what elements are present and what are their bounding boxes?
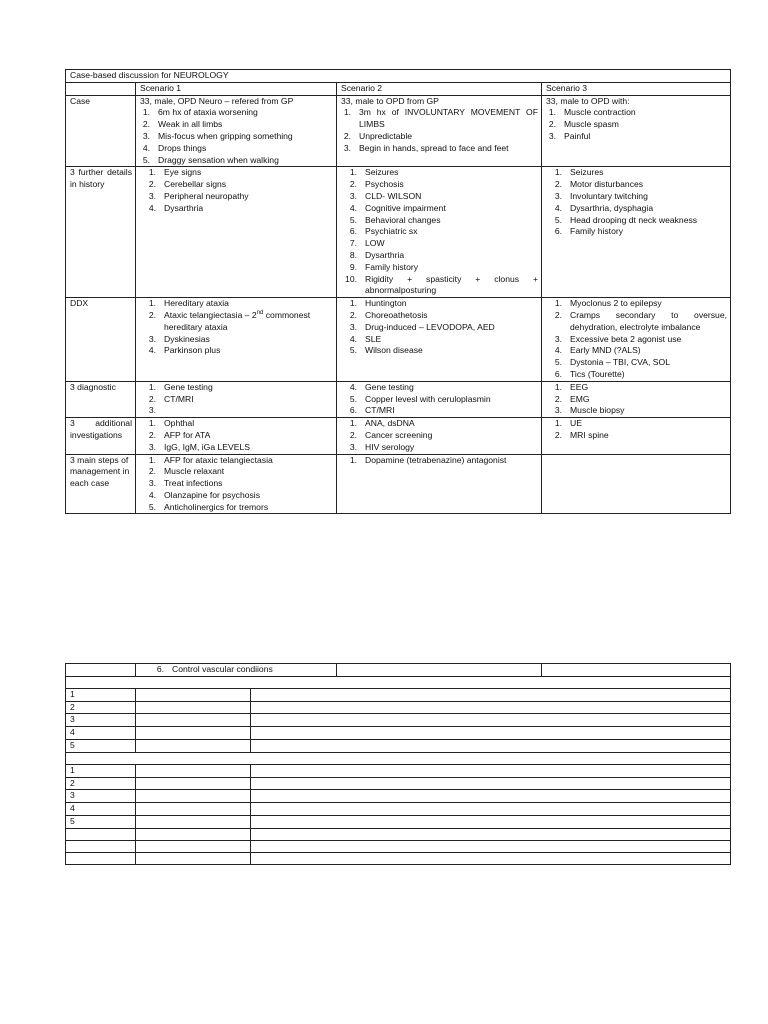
- item-text: Weak in all limbs: [158, 119, 223, 130]
- list-item: [341, 418, 538, 430]
- numbered-list: [546, 107, 727, 142]
- item-text: Anticholinergics for tremors: [164, 501, 269, 512]
- list-item: [341, 298, 538, 310]
- item-number: 2.: [148, 393, 156, 404]
- item-number: 6.: [554, 368, 562, 379]
- item-text: Hereditary ataxia: [164, 298, 229, 309]
- item-number: 1.: [349, 167, 357, 178]
- item-text: Mis-focus when gripping something: [158, 130, 293, 141]
- table-title-row: [66, 70, 731, 83]
- item-number: 2.: [343, 130, 351, 141]
- list-item: [546, 418, 727, 430]
- list-item: [546, 191, 727, 203]
- list-item: [341, 167, 538, 179]
- item-number: 3.: [148, 478, 156, 489]
- item-text: Copper levesl with ceruloplasmin: [365, 393, 491, 404]
- item-text: Early MND (?ALS): [570, 345, 641, 356]
- row-number: 2: [66, 777, 136, 790]
- item-text: Motor disturbances: [570, 179, 644, 190]
- item-text: Dysarthria: [164, 202, 204, 213]
- blank-row: [66, 852, 731, 864]
- item-number: 4.: [148, 345, 156, 356]
- list-item: [341, 262, 538, 274]
- item-number: 2.: [548, 119, 556, 130]
- row-label: 3 diagnostic: [66, 381, 136, 417]
- item-number: 5.: [554, 214, 562, 225]
- list-item: [341, 430, 538, 442]
- item-number: 5.: [142, 154, 150, 165]
- list-item: [140, 442, 333, 454]
- list-item: [140, 131, 333, 143]
- scenario-1-cell: [136, 167, 337, 298]
- item-text: Wilson disease: [365, 345, 423, 356]
- row-label: 3 further details in history: [66, 167, 136, 298]
- header-scenario-3: Scenario 3: [542, 82, 731, 95]
- item-text: CLD- WILSON: [365, 190, 422, 201]
- item-text: Drug-induced – LEVODOPA, AED: [365, 321, 495, 332]
- item-number: 6.: [349, 405, 357, 416]
- item-text: UE: [570, 418, 582, 429]
- item-text: Tics (Tourette): [570, 368, 625, 379]
- numbered-list: [341, 382, 538, 417]
- table-row: [66, 803, 731, 816]
- item-number: 3.: [343, 142, 351, 153]
- item-number: 3.: [148, 441, 156, 452]
- header-scenario-2: Scenario 2: [337, 82, 542, 95]
- list-item: [546, 119, 727, 131]
- item-text: Choreoathetosis: [365, 309, 428, 320]
- item-text: Peripheral neuropathy: [164, 190, 249, 201]
- list-item: [140, 455, 333, 467]
- list-item: [140, 418, 333, 430]
- item-number: 1.: [554, 298, 562, 309]
- list-item: [341, 274, 538, 298]
- list-item: [341, 322, 538, 334]
- item-number: 1.: [349, 454, 357, 465]
- scenario-3-cell: [542, 418, 731, 454]
- list-item: [140, 490, 333, 502]
- item-text: [164, 405, 333, 417]
- item-number: 3.: [349, 190, 357, 201]
- item-number: 4.: [148, 202, 156, 213]
- item-number: 1.: [554, 418, 562, 429]
- list-item: [546, 382, 727, 394]
- item-number: 3.: [148, 405, 156, 416]
- item-text: HIV serology: [365, 441, 415, 452]
- list-item: [341, 191, 538, 203]
- item-number: 3.: [554, 333, 562, 344]
- table-row: [66, 714, 731, 727]
- blank-row: [66, 840, 731, 852]
- item-number: 1.: [148, 454, 156, 465]
- item-text: Dysarthria: [365, 249, 405, 260]
- item-text: Huntington: [365, 298, 407, 309]
- case-intro: 33, male, OPD Neuro – refered from GP: [140, 95, 294, 106]
- row-number: 4: [66, 803, 136, 816]
- item-number: 2.: [148, 429, 156, 440]
- list-item: [546, 131, 727, 143]
- list-item: [341, 226, 538, 238]
- continuation-cell: [136, 664, 337, 677]
- table-row: [66, 790, 731, 803]
- item-text: Seizures: [365, 167, 399, 178]
- item-number: 1.: [142, 107, 150, 118]
- item-number: 2.: [554, 309, 562, 320]
- list-item: [341, 250, 538, 262]
- item-number: 2.: [148, 466, 156, 477]
- table-row-additional-investigations: [66, 418, 731, 454]
- item-text: Cramps secondary to oversue, dehydration, electrolyte imbalance: [570, 309, 728, 332]
- list-item: [341, 107, 538, 131]
- list-item: [140, 502, 333, 514]
- item-number: 1.: [148, 381, 156, 392]
- item-text: Control vascular condiions: [172, 664, 273, 674]
- table-body: [66, 95, 731, 514]
- scenario-2-cell: [337, 381, 542, 417]
- list-item: [546, 107, 727, 119]
- scenario-3-cell: [542, 95, 731, 167]
- list-item: [140, 405, 333, 417]
- item-text: SLE: [365, 333, 382, 344]
- item-number: 3.: [349, 321, 357, 332]
- numbered-list: [140, 418, 333, 453]
- list-item: [140, 345, 333, 357]
- list-item: [546, 310, 727, 334]
- item-text: Cognitive impairment: [365, 202, 446, 213]
- item-number: 2.: [148, 309, 156, 320]
- row-number: 5: [66, 739, 136, 752]
- item-text: CT/MRI: [365, 405, 395, 416]
- item-text: LOW: [365, 238, 385, 249]
- item-number: 6.: [349, 226, 357, 237]
- row-number: 3: [66, 714, 136, 727]
- numbered-list: [546, 167, 727, 238]
- item-text: Unpredictable: [359, 130, 413, 141]
- scenario-1-cell: [136, 454, 337, 514]
- numbered-list: [140, 107, 333, 166]
- list-item: [546, 298, 727, 310]
- header-row: [66, 82, 731, 95]
- item-text: Behavioral changes: [365, 214, 441, 225]
- item-number: 5.: [349, 345, 357, 356]
- item-number: 1.: [554, 381, 562, 392]
- scenario-2-cell: [337, 454, 542, 514]
- item-text: Painful: [564, 130, 591, 141]
- table-row: [66, 777, 731, 790]
- item-text: Parkinson plus: [164, 345, 221, 356]
- list-item: [341, 143, 538, 155]
- list-item: [546, 334, 727, 346]
- item-text: Head drooping dt neck weakness: [570, 214, 698, 225]
- item-number: 4.: [349, 381, 357, 392]
- scenario-1-cell: [136, 298, 337, 382]
- item-number: 6.: [156, 664, 164, 674]
- numbered-list: [140, 382, 333, 417]
- item-number: 2.: [349, 179, 357, 190]
- item-number: 3.: [148, 190, 156, 201]
- item-text: Gene testing: [365, 381, 414, 392]
- table-row: [66, 739, 731, 752]
- scenario-3-cell: [542, 454, 731, 514]
- list-item: [341, 238, 538, 250]
- scenario-1-cell: [136, 418, 337, 454]
- numbered-list: [546, 382, 727, 417]
- item-text: Psychosis: [365, 179, 404, 190]
- item-text: Family history: [570, 226, 624, 237]
- list-item: [140, 310, 333, 334]
- row-number: 5: [66, 815, 136, 828]
- item-text: AFP for ATA: [164, 429, 211, 440]
- numbered-list: [546, 418, 727, 442]
- item-text: Gene testing: [164, 381, 213, 392]
- item-number: 1.: [343, 107, 351, 118]
- item-number: 2.: [349, 309, 357, 320]
- table-row-ddx: [66, 298, 731, 382]
- item-number: 2.: [148, 179, 156, 190]
- item-number: 1.: [554, 167, 562, 178]
- case-intro: 33, male to OPD from GP: [341, 95, 439, 106]
- item-number: 1.: [148, 298, 156, 309]
- item-number: 3.: [554, 405, 562, 416]
- item-text: Olanzapine for psychosis: [164, 489, 261, 500]
- numbered-block-2: [66, 764, 731, 828]
- item-number: 3.: [548, 130, 556, 141]
- item-number: 3.: [554, 190, 562, 201]
- item-number: 2.: [554, 179, 562, 190]
- item-text: Rigidity + spasticity + clonus + abnormalposturing: [365, 273, 538, 296]
- row-label: Case: [66, 95, 136, 167]
- scenario-2-cell: [337, 298, 542, 382]
- table-row-management: [66, 454, 731, 514]
- item-text: Ataxic telangiectasia – 2nd commonest hereditary ataxia: [164, 309, 311, 332]
- scenario-2-cell: [337, 418, 542, 454]
- item-text: Cancer screening: [365, 429, 433, 440]
- numbered-list: [140, 455, 333, 514]
- item-number: 4.: [349, 202, 357, 213]
- item-number: 2.: [349, 429, 357, 440]
- item-number: 4.: [148, 489, 156, 500]
- case-intro: 33, male to OPD with:: [546, 95, 630, 106]
- list-item: [341, 310, 538, 322]
- item-text: Draggy sensation when walking: [158, 154, 279, 165]
- list-item: [140, 119, 333, 131]
- list-item: [341, 394, 538, 406]
- row-label: DDX: [66, 298, 136, 382]
- item-number: 5.: [349, 393, 357, 404]
- list-item: [140, 430, 333, 442]
- item-text: Dyskinesias: [164, 333, 210, 344]
- numbered-list: [341, 418, 538, 453]
- list-item: [140, 191, 333, 203]
- list-item: [546, 369, 727, 381]
- item-text: ANA, dsDNA: [365, 418, 415, 429]
- item-text: Drops things: [158, 142, 207, 153]
- scenario-3-cell: [542, 167, 731, 298]
- row-number: 2: [66, 701, 136, 714]
- list-item: [546, 430, 727, 442]
- list-item: [546, 405, 727, 417]
- item-number: 10.: [345, 273, 357, 284]
- list-item: [341, 345, 538, 357]
- item-text: Muscle spasm: [564, 119, 619, 130]
- blank-row: [66, 752, 731, 764]
- list-item: [341, 382, 538, 394]
- list-item: [546, 226, 727, 238]
- item-text: Psychiatric sx: [365, 226, 418, 237]
- item-number: 5.: [148, 501, 156, 512]
- list-item: [546, 167, 727, 179]
- item-number: 4.: [554, 345, 562, 356]
- item-text: Muscle contraction: [564, 107, 636, 118]
- item-text: IgG, IgM, iGa LEVELS: [164, 441, 250, 452]
- item-text: EEG: [570, 381, 589, 392]
- item-text: Ophthal: [164, 418, 195, 429]
- table-row: [66, 727, 731, 740]
- list-item: [140, 466, 333, 478]
- item-number: 4.: [554, 202, 562, 213]
- scenario-3-cell: [542, 381, 731, 417]
- table-row-further-details: [66, 167, 731, 298]
- list-item: [341, 455, 538, 467]
- item-text: Family history: [365, 261, 419, 272]
- item-number: 4.: [349, 333, 357, 344]
- continuation-table: [65, 663, 731, 865]
- list-item: [546, 215, 727, 227]
- list-item: [341, 131, 538, 143]
- list-item: [140, 382, 333, 394]
- list-item: [341, 442, 538, 454]
- row-number: 1: [66, 688, 136, 701]
- numbered-list: [546, 298, 727, 381]
- header-blank: [66, 82, 136, 95]
- item-number: 7.: [349, 238, 357, 249]
- list-item: [140, 394, 333, 406]
- item-text: Myoclonus 2 to epilepsy: [570, 298, 662, 309]
- row-label: 3 additional investigations: [66, 418, 136, 454]
- table-row: [66, 764, 731, 777]
- list-item: [140, 203, 333, 215]
- table-row: [66, 688, 731, 701]
- item-text: Involuntary twitching: [570, 190, 648, 201]
- list-item: [140, 179, 333, 191]
- table-title: Case-based discussion for NEUROLOGY: [66, 70, 731, 83]
- item-text: Excessive beta 2 agonist use: [570, 333, 682, 344]
- list-item: [140, 334, 333, 346]
- item-number: 9.: [349, 261, 357, 272]
- list-item: [140, 107, 333, 119]
- item-text: Dystonia – TBI, CVA, SOL: [570, 357, 670, 368]
- numbered-list: [341, 455, 538, 467]
- item-text: Muscle biopsy: [570, 405, 625, 416]
- list-item: [341, 334, 538, 346]
- list-item: [140, 143, 333, 155]
- item-number: 2.: [554, 429, 562, 440]
- item-number: 5.: [554, 357, 562, 368]
- item-number: 3.: [148, 333, 156, 344]
- scenario-2-cell: [337, 95, 542, 167]
- item-number: 6.: [554, 226, 562, 237]
- item-text: Muscle relaxant: [164, 466, 225, 477]
- list-item: [546, 394, 727, 406]
- item-number: 4.: [142, 142, 150, 153]
- list-item: [341, 405, 538, 417]
- list-item: [140, 664, 333, 676]
- row-number: 4: [66, 727, 136, 740]
- list-item: [140, 478, 333, 490]
- list-item: [341, 215, 538, 227]
- numbered-list: [140, 298, 333, 357]
- scenario-3-cell: [542, 298, 731, 382]
- continuation-row: [66, 664, 731, 677]
- list-item: [341, 203, 538, 215]
- table-row: [66, 815, 731, 828]
- blank-row: [66, 676, 731, 688]
- item-text: Cerebellar signs: [164, 179, 227, 190]
- item-number: 3.: [142, 130, 150, 141]
- item-text: 3m hx of INVOLUNTARY MOVEMENT OF LIMBS: [359, 107, 538, 130]
- row-label: 3 main steps of management in each case: [66, 454, 136, 514]
- item-text: EMG: [570, 393, 590, 404]
- item-text: MRI spine: [570, 429, 609, 440]
- item-text: Seizures: [570, 167, 604, 178]
- item-text: Eye signs: [164, 167, 202, 178]
- table-row: [66, 701, 731, 714]
- list-item: [140, 167, 333, 179]
- item-text: Treat infections: [164, 478, 223, 489]
- item-number: 1.: [349, 418, 357, 429]
- scenario-1-cell: [136, 95, 337, 167]
- list-item: [140, 155, 333, 167]
- item-number: 1.: [548, 107, 556, 118]
- row-number: 1: [66, 764, 136, 777]
- item-number: 1.: [148, 418, 156, 429]
- numbered-list: [341, 298, 538, 357]
- item-number: 8.: [349, 249, 357, 260]
- item-number: 5.: [349, 214, 357, 225]
- list-item: [546, 345, 727, 357]
- numbered-block-1: [66, 688, 731, 752]
- item-text: AFP for ataxic telangiectasia: [164, 454, 273, 465]
- scenario-1-cell: [136, 381, 337, 417]
- item-text: CT/MRI: [164, 393, 194, 404]
- item-number: 3.: [349, 441, 357, 452]
- list-item: [341, 179, 538, 191]
- item-number: 1.: [148, 167, 156, 178]
- header-scenario-1: Scenario 1: [136, 82, 337, 95]
- neurology-case-table: [65, 69, 731, 514]
- numbered-list: [341, 167, 538, 297]
- numbered-list: [341, 107, 538, 154]
- blank-row: [66, 828, 731, 840]
- list-item: [546, 357, 727, 369]
- table-row-diagnostic: [66, 381, 731, 417]
- item-number: 1.: [349, 298, 357, 309]
- item-number: 2.: [142, 119, 150, 130]
- table-row-case: [66, 95, 731, 167]
- row-number: 3: [66, 790, 136, 803]
- list-item: [140, 298, 333, 310]
- item-text: 6m hx of ataxia worsening: [158, 107, 258, 118]
- item-text: Begin in hands, spread to face and feet: [359, 142, 509, 153]
- item-number: 2.: [554, 393, 562, 404]
- scenario-2-cell: [337, 167, 542, 298]
- list-item: [546, 203, 727, 215]
- numbered-list: [140, 167, 333, 214]
- list-item: [546, 179, 727, 191]
- item-text: Dysarthria, dysphagia: [570, 202, 654, 213]
- item-text: Dopamine (tetrabenazine) antagonist: [365, 454, 507, 465]
